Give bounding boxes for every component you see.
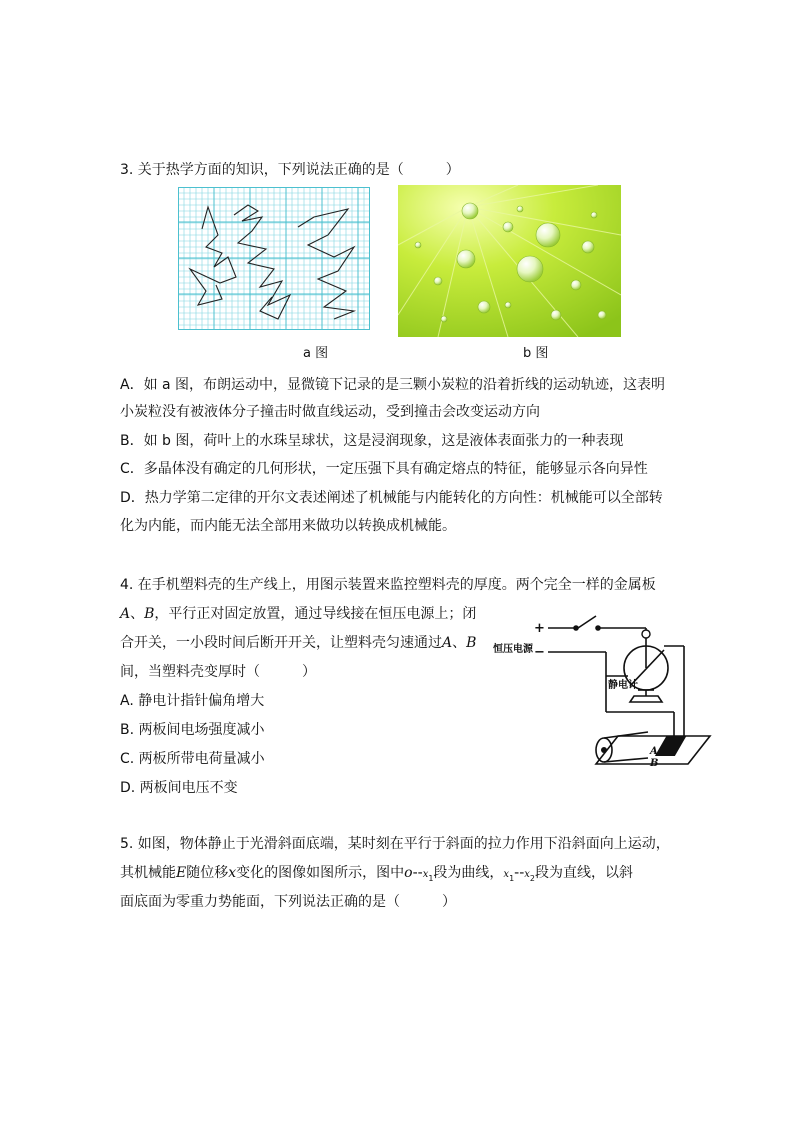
plate-a-label: A [120,606,131,622]
q4-option-a: A. 静电计指针偏角增大 [120,693,265,709]
brownian-motion-figure [178,187,370,330]
q4-stem-line4: 间，当塑料壳变厚时（ ） [120,664,316,680]
diagram-plate-a-label: A [650,746,658,757]
plus-terminal-label: + [534,621,545,636]
q3-stem: 3. 关于热学方面的知识，下列说法正确的是（ ） [120,162,460,178]
q4-option-b: B. 两板间电场强度减小 [120,722,265,738]
q3-option-c: C．多晶体没有确定的几何形状，一定压强下具有确定熔点的特征，能够显示各向异性 [120,461,648,477]
q3-option-d-line2: 化为内能，而内能无法全部用来做功以转换成机械能。 [120,518,456,534]
q4-stem-line3: 合开关，一小段时间后断开开关，让塑料壳匀速通过A、B [120,635,477,651]
lotus-leaf-droplets-photo [398,185,621,337]
electrometer-label: 静电计 [608,680,638,691]
figure-b-caption: b 图 [523,346,549,361]
q5-stem-line1: 5. 如图，物体静止于光滑斜面底端，某时刻在平行于斜面的拉力作用下沿斜面向上运动， [120,836,670,852]
q4-option-c: C. 两板所带电荷量减小 [120,751,265,767]
q4-stem-line1: 4. 在手机塑料壳的生产线上，用图示装置来监控塑料壳的厚度。两个完全一样的金属板 [120,577,656,593]
q4-stem-line2: A、B，平行正对固定放置，通过导线接在恒压电源上；闭 [120,606,477,622]
q4-option-d: D. 两板间电压不变 [120,780,238,796]
plate-b-label: B [144,606,155,622]
displacement-symbol: x [228,865,237,881]
energy-symbol: E [176,865,187,881]
figure-a-caption: a 图 [303,346,329,361]
q3-option-a-line1: A．如 a 图，布朗运动中，显微镜下记录的是三颗小炭粒的沿着折线的运动轨迹，这表明 [120,377,666,393]
diagram-plate-b-label: B [650,758,659,769]
minus-terminal-label: − [534,645,545,660]
power-source-label: 恒压电源 [493,644,533,655]
q5-stem-line2: 其机械能E随位移x变化的图像如图所示，图中$o--x_1$段为曲线，$x_1--x_2$段为直线，以斜 [120,865,633,883]
electrometer-circuit-diagram [488,612,714,772]
q3-option-a-line2: 小炭粒没有被液体分子撞击时做直线运动，受到撞击会改变运动方向 [120,404,540,420]
q3-option-b: B．如 b 图，荷叶上的水珠呈球状，这是浸润现象，这是液体表面张力的一种表现 [120,433,624,449]
q5-stem-line3: 面底面为零重力势能面，下列说法正确的是（ ） [120,894,456,910]
q3-option-d-line1: D．热力学第二定律的开尔文表述阐述了机械能与内能转化的方向性：机械能可以全部转 [120,490,663,506]
